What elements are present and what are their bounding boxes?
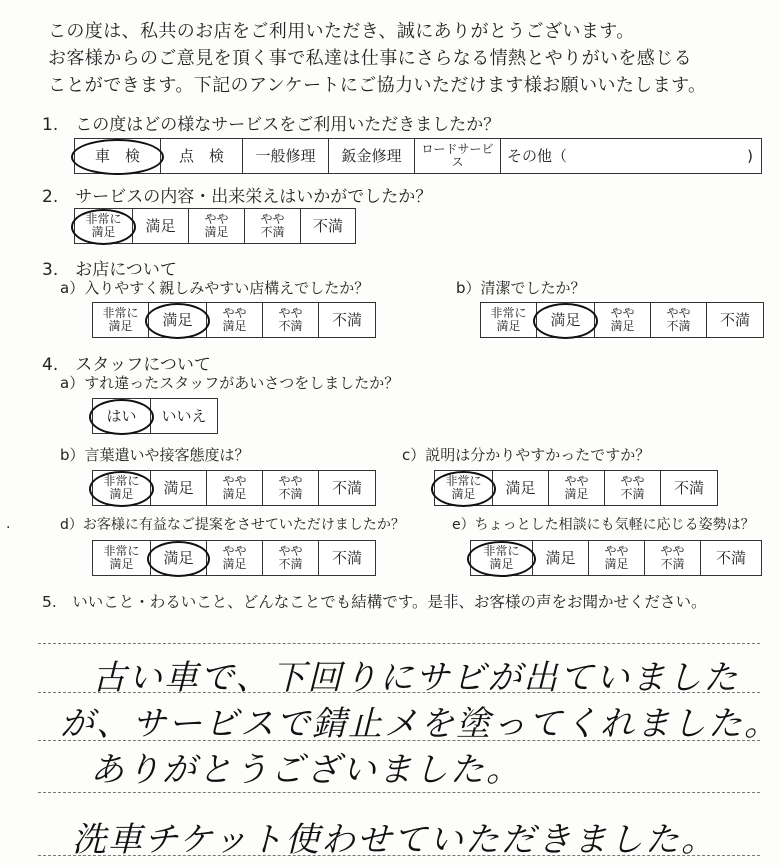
q4d-option[interactable]: 非常に 満足 <box>93 541 151 575</box>
q4d-option[interactable]: 満足 <box>151 541 207 575</box>
q4b-option[interactable]: 満足 <box>151 471 207 505</box>
q4e-option[interactable]: やや 満足 <box>589 541 645 575</box>
question-4d: d）お客様に有益なご提案をさせていただけましたか？ <box>60 517 405 533</box>
question-2: 2. サービスの内容・出来栄えはいかがでしたか？ <box>42 187 433 207</box>
q4e-option[interactable]: やや 不満 <box>645 541 701 575</box>
q3a-option[interactable]: 非常に 満足 <box>93 303 149 337</box>
stray-dot: · <box>6 520 11 536</box>
q2-option[interactable]: 非常に 満足 <box>75 209 133 243</box>
q3b-option[interactable]: 満足 <box>537 303 595 337</box>
q3b-option[interactable]: 非常に 満足 <box>481 303 537 337</box>
q3a-option[interactable]: 不満 <box>331 310 362 329</box>
q4c-option[interactable]: やや 不満 <box>605 471 661 505</box>
q4e-option[interactable]: 非常に 満足 <box>471 541 533 575</box>
q4c-option[interactable]: 満足 <box>493 471 549 505</box>
q4b-option[interactable]: やや 満足 <box>207 471 263 505</box>
question-1: 1. この度はどの様なサービスをご利用いただきましたか？ <box>42 115 501 135</box>
q2-option[interactable]: 不満 <box>312 216 343 235</box>
q4b-option[interactable]: 非常に 満足 <box>93 471 151 505</box>
handwritten-line: 洗車チケット使わせていただきました。 <box>72 820 717 860</box>
question-3b: b）清潔でしたか？ <box>456 279 586 297</box>
dashed-line <box>38 643 760 644</box>
q4b-option[interactable]: 不満 <box>331 478 362 497</box>
q3a-options <box>92 302 376 338</box>
q4d-option[interactable]: やや 満足 <box>207 541 263 575</box>
q1-option[interactable]: 一般修理 <box>243 139 329 173</box>
q1-option[interactable]: 車 検 <box>75 139 161 173</box>
question-4b: b）言葉遣いや接客態度は？ <box>60 446 250 464</box>
q4c-option[interactable]: 不満 <box>673 478 704 497</box>
q3a-option[interactable]: やや 満足 <box>207 303 263 337</box>
q1-option[interactable]: 鈑金修理 <box>329 139 415 173</box>
q4a-option[interactable]: いいえ <box>161 406 207 425</box>
q4c-options <box>434 470 718 506</box>
q4d-options <box>92 540 376 576</box>
question-4a: a）すれ違ったスタッフがあいさつをしましたか？ <box>60 374 400 392</box>
q1-option-other[interactable]: その他（ ) <box>507 146 753 165</box>
q4e-options <box>470 540 762 576</box>
question-3: 3. お店について <box>42 260 177 280</box>
dashed-line <box>38 792 760 793</box>
q2-options <box>74 208 356 244</box>
q2-option[interactable]: やや 満足 <box>189 209 245 243</box>
q4a-option[interactable]: はい <box>93 399 151 433</box>
q3a-option[interactable]: やや 不満 <box>263 303 319 337</box>
q4b-option[interactable]: やや 不満 <box>263 471 319 505</box>
q2-option[interactable]: やや 不満 <box>245 209 301 243</box>
question-4c: c）説明は分かりやすかったですか？ <box>402 446 651 464</box>
intro-text: この度は、私共のお店をご利用いただき、誠にありがとうございます。 お客様からのご意見を頂く事で私達は仕事にさらなる情熱とやりがいを感じる ことができます。下記のアンケートにご協力いただけます様お願いいたします。 <box>48 21 707 96</box>
handwritten-line: ありがとうございました。 <box>90 750 522 790</box>
q4b-options <box>92 470 376 506</box>
q4e-option[interactable]: 不満 <box>715 548 746 567</box>
q4a-options <box>92 398 218 434</box>
question-3a: a）入りやすく親しみやすい店構えでしたか？ <box>60 279 370 297</box>
q2-option[interactable]: 満足 <box>133 209 189 243</box>
q4e-option[interactable]: 満足 <box>533 541 589 575</box>
question-4: 4. スタッフについて <box>42 355 211 375</box>
q1-option[interactable]: 点 検 <box>161 139 243 173</box>
q3b-options <box>480 302 764 338</box>
q3a-option[interactable]: 満足 <box>149 303 207 337</box>
q4c-option[interactable]: 非常に 満足 <box>435 471 493 505</box>
q3b-option[interactable]: やや 不満 <box>651 303 707 337</box>
question-4e: e）ちょっとした相談にも気軽に応じる姿勢は？ <box>452 517 755 533</box>
q3b-option[interactable]: やや 満足 <box>595 303 651 337</box>
q1-options <box>74 138 762 174</box>
question-5: 5. いいこと・わるいこと、どんなことでも結構です。是非、お客様の声をお聞かせください。 <box>42 593 707 611</box>
q4c-option[interactable]: やや 満足 <box>549 471 605 505</box>
q4d-option[interactable]: 不満 <box>331 548 362 567</box>
q1-option[interactable]: ロードサービス <box>415 139 501 173</box>
handwritten-line: 古い車で、下回りにサビが出ていました <box>92 658 740 698</box>
q4d-option[interactable]: やや 不満 <box>263 541 319 575</box>
q3b-option[interactable]: 不満 <box>719 310 750 329</box>
handwritten-line: が、サービスで錆止メを塗ってくれました。 <box>60 704 780 744</box>
